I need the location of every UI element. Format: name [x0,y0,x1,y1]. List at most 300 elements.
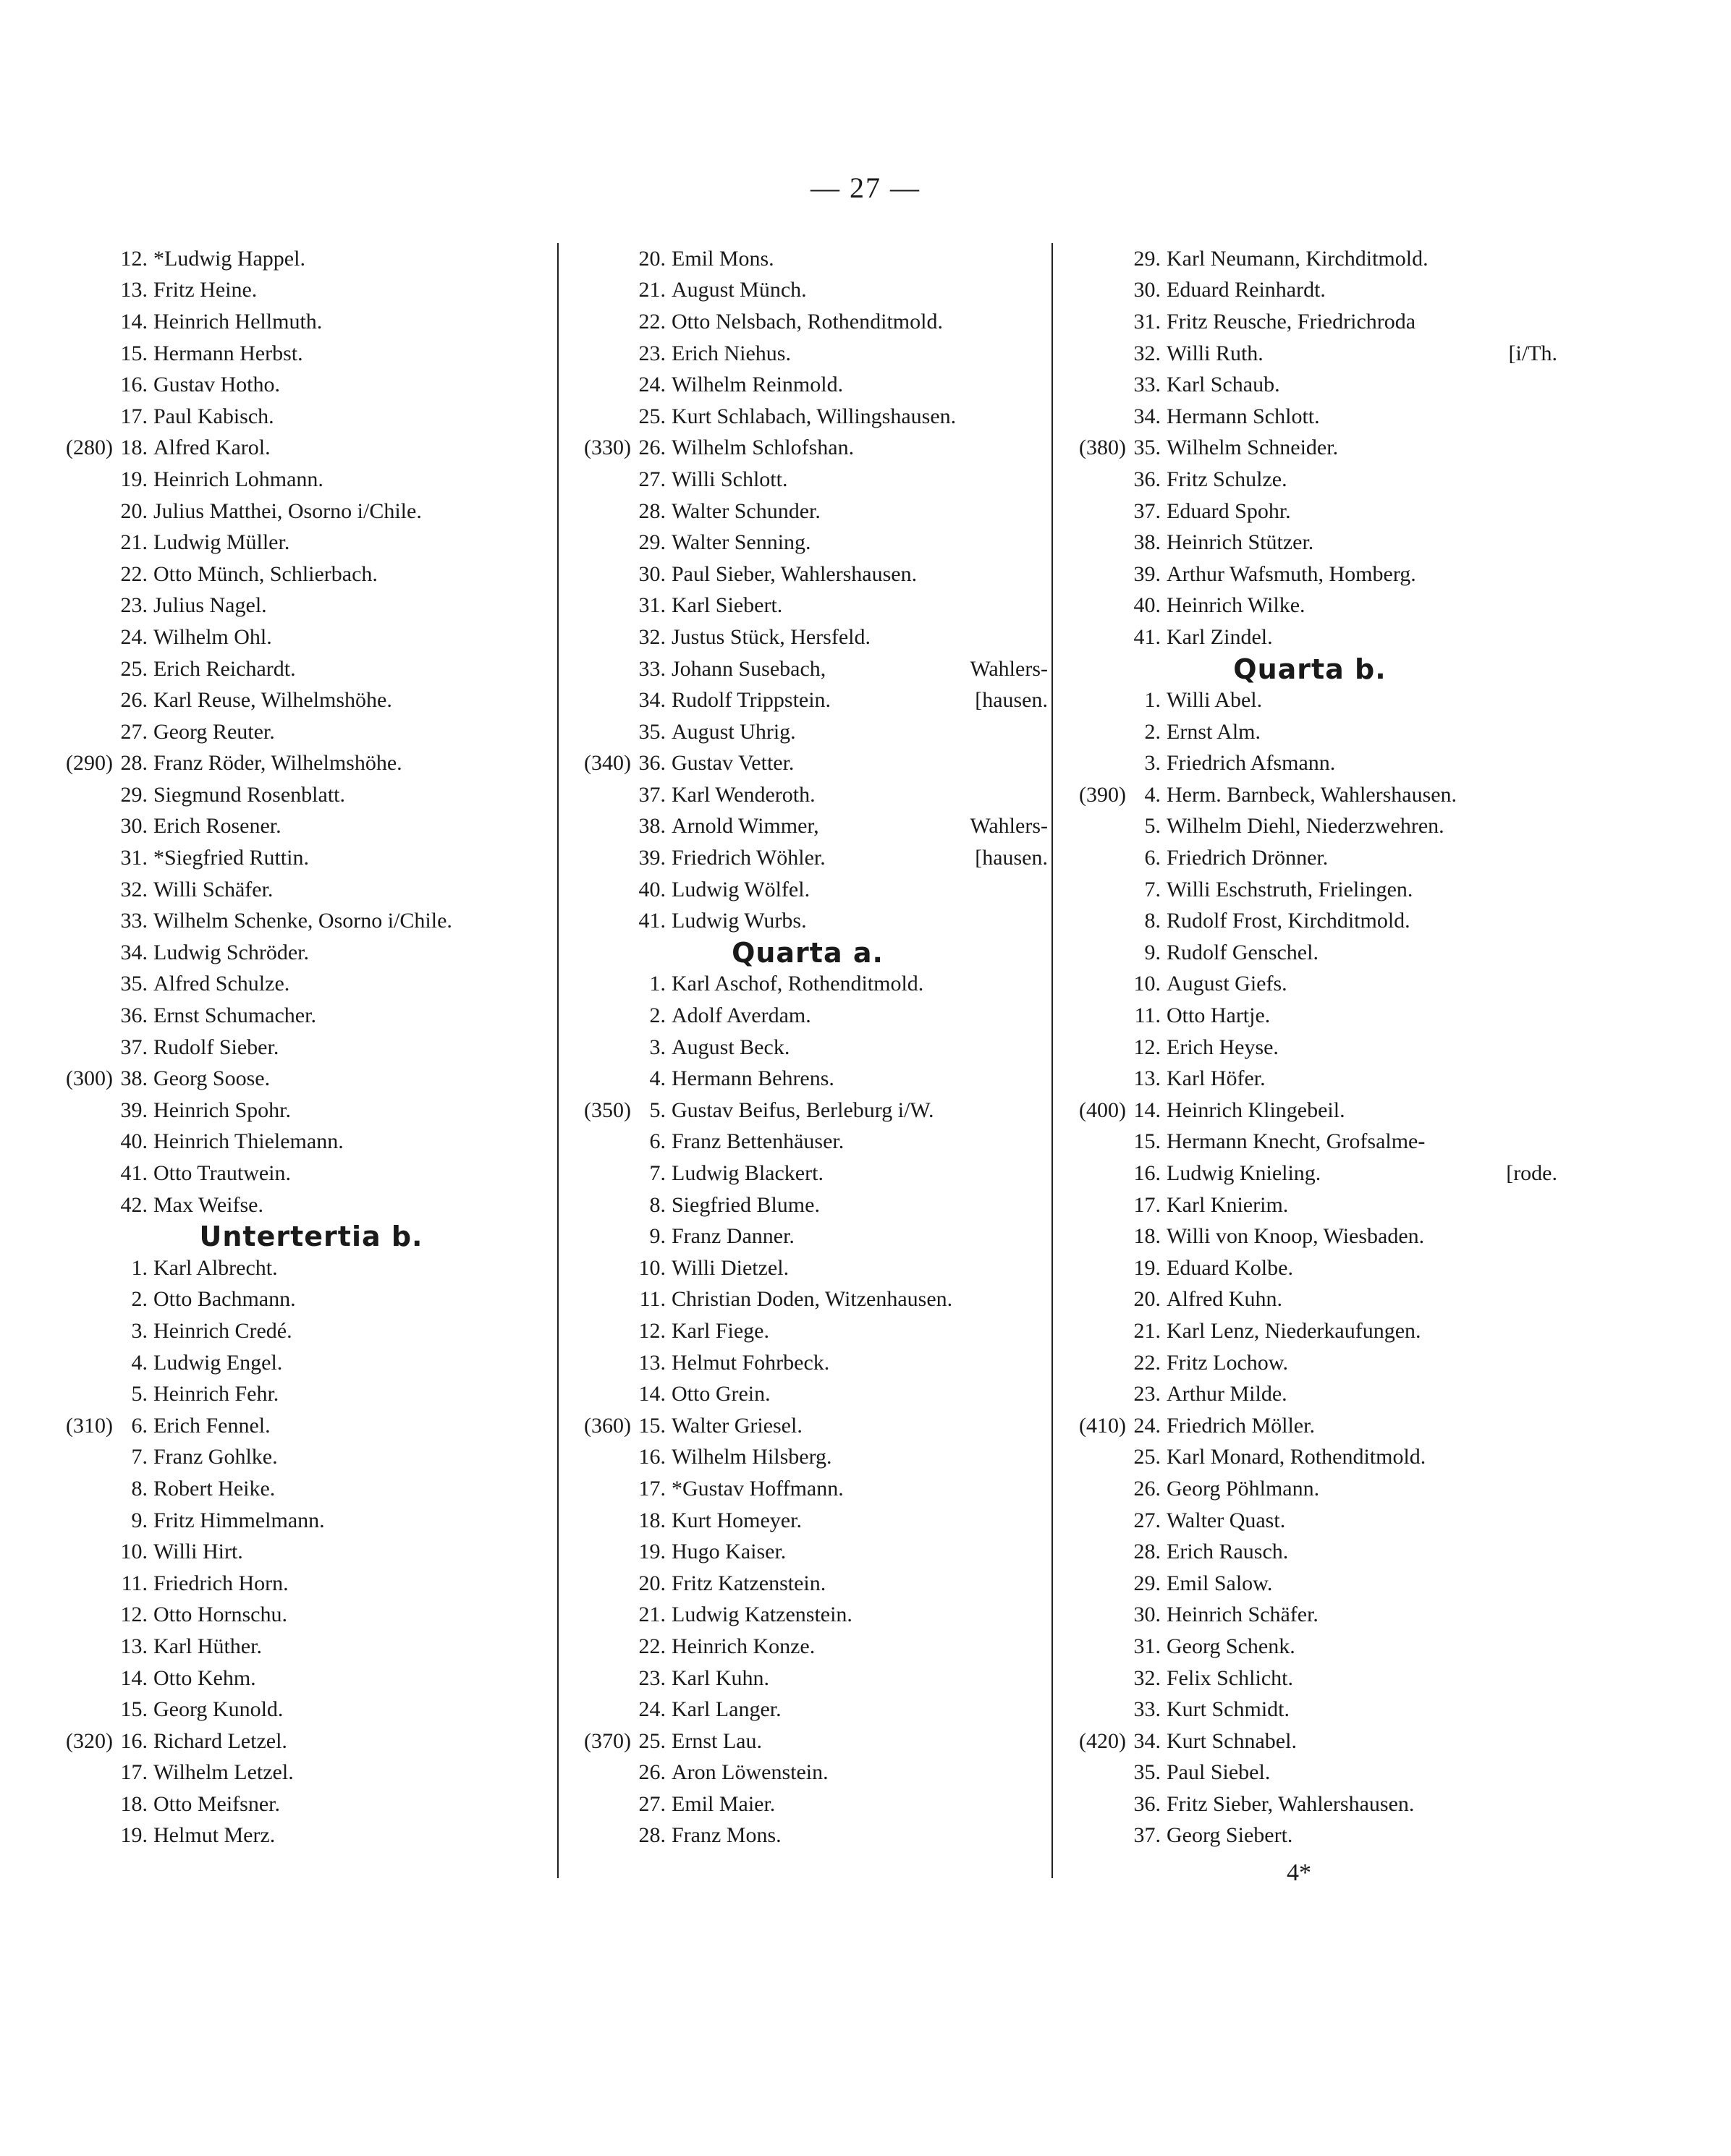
item-number: 18. [120,436,148,460]
student-name: Arthur Wafsmuth, Homberg. [1167,561,1416,586]
student-name: Heinrich Schäfer. [1167,1603,1319,1627]
item-number: 9. [131,1508,148,1532]
student-name: Emil Salow. [1167,1571,1273,1595]
student-name: Ernst Lau. [672,1728,762,1753]
item-number: 6. [649,1129,666,1154]
student-name: Karl Albrecht. [153,1255,278,1280]
item-number: 34. [120,940,148,964]
list-item [1057,559,1563,590]
student-name: Karl Kuhn. [672,1665,769,1690]
list-item [1057,1631,1563,1663]
list-item [43,842,550,874]
student-name: Wilhelm Schenke, Osorno i/Chile. [153,909,452,933]
item-number: 39. [638,846,666,870]
list-item [43,1820,550,1852]
item-number: 37. [638,782,666,807]
item-number: 29. [120,782,148,807]
list-item [43,401,550,433]
item-number: 17. [120,1760,148,1785]
list-item [43,905,550,937]
list-item [43,716,550,748]
student-name: Fritz Himmelmann. [153,1508,325,1532]
list-item [43,779,550,811]
list-item [562,275,1054,307]
item-number: 27. [1133,1508,1161,1532]
student-name: Alfred Kuhn. [1167,1287,1282,1312]
item-number: 30. [638,561,666,586]
item-number: 28. [638,498,666,523]
list-item [1057,1000,1563,1032]
item-number: 21. [1133,1318,1161,1343]
item-number: 11. [639,1287,666,1312]
running-count: (380) [1079,436,1126,460]
student-name: Fritz Reusche, Friedrichroda [1167,309,1416,334]
student-name: Franz Röder, Wilhelmshöhe. [153,751,402,776]
student-name: Helmut Merz. [153,1823,276,1848]
list-item [1057,621,1563,653]
student-name: Arthur Milde. [1167,1382,1287,1406]
section-heading: Quarta b. [1233,653,1387,685]
running-count: (420) [1079,1728,1126,1753]
item-number: 12. [1133,1035,1161,1059]
student-name: Otto Bachmann. [153,1287,296,1312]
item-number: 24. [638,1697,666,1722]
list-item [1057,275,1563,307]
student-name: Heinrich Lohmann. [153,467,323,491]
line-continuation: [hausen. [975,846,1048,870]
item-number: 9. [649,1224,666,1249]
item-number: 8. [131,1476,148,1501]
item-number: 1. [649,972,666,996]
student-name: Wilhelm Schneider. [1167,436,1339,460]
item-number: 1. [131,1255,148,1280]
item-number: 12. [120,1603,148,1627]
student-name: Wilhelm Reinmold. [672,373,844,397]
student-name: Hermann Schlott. [1167,404,1320,428]
item-number: 23. [120,593,148,618]
item-number: 36. [1133,1791,1161,1816]
student-name: Christian Doden, Witzenhausen. [672,1287,953,1312]
list-item [1057,716,1563,748]
page-number: — 27 — [811,171,920,204]
student-name: Eduard Kolbe. [1167,1255,1293,1280]
list-item [562,1442,1054,1474]
student-name: Arnold Wimmer, [672,814,819,839]
student-name: Felix Schlicht. [1167,1665,1293,1690]
list-item [562,1378,1054,1410]
student-name: Friedrich Wöhler. [672,846,826,870]
list-item [562,1063,1054,1095]
student-name: Otto Hartje. [1167,1003,1271,1028]
list-item [562,684,1054,716]
item-number: 14. [120,309,148,334]
student-name: Erich Niehus. [672,341,791,365]
student-name: Heinrich Wilke. [1167,593,1305,618]
list-item [43,653,550,685]
list-item [43,1410,550,1442]
list-item [562,1536,1054,1568]
item-number: 7. [131,1445,148,1469]
item-number: 11. [1134,1003,1161,1028]
item-number: 8. [1144,909,1161,933]
student-name: Rudolf Trippstein. [672,688,831,713]
item-number: 1. [1144,688,1161,713]
list-item [562,779,1054,811]
student-name: Wilhelm Hilsberg. [672,1445,832,1469]
student-name: August Beck. [672,1035,790,1059]
list-item [43,1473,550,1505]
list-item [1057,811,1563,843]
list-item [43,811,550,843]
list-item [1057,527,1563,559]
running-count: (280) [66,436,113,460]
list-item [43,1000,550,1032]
student-name: Siegfried Blume. [672,1192,820,1217]
student-name: Alfred Schulze. [153,972,290,996]
list-item [43,1189,550,1221]
student-name: Helmut Fohrbeck. [672,1350,830,1375]
list-item [1057,496,1563,527]
list-item [1057,1158,1563,1189]
list-item [1057,433,1563,464]
item-number: 12. [638,1318,666,1343]
student-name: Rudolf Sieber. [153,1035,279,1059]
item-number: 25. [120,656,148,681]
list-item [562,338,1054,370]
student-name: Fritz Lochow. [1167,1350,1289,1375]
running-count: (360) [584,1413,631,1438]
item-number: 29. [1133,1571,1161,1595]
student-name: Ludwig Blackert. [672,1161,824,1186]
list-item [1057,1284,1563,1316]
list-item [43,684,550,716]
item-number: 10. [1133,972,1161,996]
list-item [43,1095,550,1126]
item-number: 23. [1133,1382,1161,1406]
item-number: 30. [120,814,148,839]
item-number: 28. [1133,1540,1161,1564]
student-name: Friedrich Afsmann. [1167,751,1336,776]
student-name: Fritz Schulze. [1167,467,1287,491]
item-number: 24. [120,624,148,649]
student-name: Erich Rausch. [1167,1540,1289,1564]
student-name: Siegmund Rosenblatt. [153,782,345,807]
list-item [43,527,550,559]
item-number: 22. [1133,1350,1161,1375]
list-item [43,1032,550,1064]
list-item [43,1158,550,1189]
item-number: 10. [638,1255,666,1280]
student-name: Karl Siebert. [672,593,783,618]
student-name: Julius Matthei, Osorno i/Chile. [153,498,422,523]
student-name: Heinrich Credé. [153,1318,292,1343]
list-item [562,527,1054,559]
student-name: Willi Dietzel. [672,1255,790,1280]
list-item [1057,1757,1563,1789]
list-item [1057,1694,1563,1726]
list-item [562,401,1054,433]
student-name: Karl Langer. [672,1697,782,1722]
list-item [562,716,1054,748]
list-item [562,969,1054,1001]
item-number: 26. [638,1760,666,1785]
item-number: 31. [120,846,148,870]
student-name: Franz Bettenhäuser. [672,1129,845,1154]
item-number: 2. [1144,719,1161,744]
list-item [562,1032,1054,1064]
student-name: Paul Sieber, Wahlershausen. [672,561,918,586]
running-count: (410) [1079,1413,1126,1438]
list-item [562,1410,1054,1442]
list-item [43,243,550,275]
list-item [1057,306,1563,338]
list-item [1057,1536,1563,1568]
running-count: (400) [1079,1098,1126,1122]
column-divider [1051,243,1053,1878]
list-item [1057,1378,1563,1410]
list-item [1057,748,1563,780]
student-name: Georg Pöhlmann. [1167,1476,1320,1501]
student-name: Franz Mons. [672,1823,782,1848]
student-name: Heinrich Stützer. [1167,530,1314,555]
student-name: Ludwig Wurbs. [672,909,807,933]
item-number: 5. [649,1098,666,1122]
student-name: Georg Schenk. [1167,1634,1295,1658]
list-item [1057,1252,1563,1284]
list-item [1057,969,1563,1001]
item-number: 6. [1144,846,1161,870]
list-item [1057,1126,1563,1158]
student-name: Hermann Behrens. [672,1066,834,1091]
student-name: Rudolf Frost, Kirchditmold. [1167,909,1410,933]
list-item [43,275,550,307]
item-number: 32. [638,624,666,649]
student-name: Hugo Kaiser. [672,1540,787,1564]
list-item [43,1505,550,1537]
item-number: 15. [1133,1129,1161,1154]
item-number: 4. [131,1350,148,1375]
student-name: Fritz Heine. [153,278,258,302]
list-item [43,433,550,464]
item-number: 26. [1133,1476,1161,1501]
list-item [562,1663,1054,1694]
student-name: Friedrich Möller. [1167,1413,1315,1438]
item-number: 27. [638,1791,666,1816]
list-item [562,1221,1054,1252]
item-number: 34. [1133,1728,1161,1753]
list-item [43,1442,550,1474]
student-name: Justus Stück, Hersfeld. [672,624,871,649]
student-name: Georg Kunold. [153,1697,284,1722]
student-name: Karl Höfer. [1167,1066,1266,1091]
running-count: (290) [66,751,113,776]
list-item [1057,1315,1563,1347]
item-number: 4. [1144,782,1161,807]
item-number: 15. [120,1697,148,1722]
list-item [43,1600,550,1631]
student-name: Erich Rosener. [153,814,282,839]
list-item [1057,684,1563,716]
list-item [43,937,550,969]
item-number: 38. [1133,530,1161,555]
item-number: 41. [1133,624,1161,649]
student-name: Karl Monard, Rothenditmold. [1167,1445,1426,1469]
item-number: 20. [1133,1287,1161,1312]
student-name: Gustav Beifus, Berleburg i/W. [672,1098,934,1122]
list-item [1057,590,1563,622]
column-2 [562,243,1054,1851]
item-number: 23. [638,1665,666,1690]
student-name: *Gustav Hoffmann. [672,1476,844,1501]
student-name: Wilhelm Letzel. [153,1760,294,1785]
student-name: Ludwig Engel. [153,1350,283,1375]
item-number: 3. [131,1318,148,1343]
list-item [43,1315,550,1347]
student-name: Herm. Barnbeck, Wahlershausen. [1167,782,1457,807]
list-item [562,1158,1054,1189]
item-number: 2. [649,1003,666,1028]
student-name: Karl Aschof, Rothenditmold. [672,972,924,996]
item-number: 16. [120,1728,148,1753]
list-item [1057,338,1563,370]
list-item [562,1757,1054,1789]
item-number: 8. [649,1192,666,1217]
item-number: 37. [1133,498,1161,523]
student-name: Willi Ruth. [1167,341,1264,365]
item-number: 31. [1133,309,1161,334]
list-item [1057,1189,1563,1221]
student-name: Otto Nelsbach, Rothenditmold. [672,309,943,334]
student-name: Gustav Vetter. [672,751,795,776]
student-name: Walter Senning. [672,530,811,555]
item-number: 42. [120,1192,148,1217]
list-item [562,1189,1054,1221]
list-item [562,621,1054,653]
item-number: 39. [1133,561,1161,586]
item-number: 41. [120,1161,148,1186]
section-heading: Untertertia b. [199,1221,423,1253]
list-item [562,1126,1054,1158]
item-number: 40. [120,1129,148,1154]
student-name: Friedrich Drönner. [1167,846,1329,870]
running-count: (320) [66,1728,113,1753]
list-item [43,464,550,496]
student-name: Heinrich Hellmuth. [153,309,323,334]
list-item [43,1536,550,1568]
line-continuation: Wahlers- [970,814,1048,839]
student-name: August Giefs. [1167,972,1287,996]
item-number: 18. [120,1791,148,1816]
item-number: 37. [1133,1823,1161,1848]
student-name: Kurt Schlabach, Willingshausen. [672,404,957,428]
item-number: 24. [1133,1413,1161,1438]
list-item [43,1726,550,1757]
item-number: 24. [638,373,666,397]
running-count: (340) [584,751,631,776]
item-number: 26. [638,436,666,460]
list-item [43,1663,550,1694]
student-name: Eduard Reinhardt. [1167,278,1326,302]
item-number: 33. [120,909,148,933]
list-item [562,748,1054,780]
list-item [562,1000,1054,1032]
item-number: 15. [638,1413,666,1438]
signature-mark: 4* [1287,1859,1311,1886]
item-number: 28. [120,751,148,776]
item-number: 16. [638,1445,666,1469]
student-name: Karl Hüther. [153,1634,262,1658]
list-item [43,1347,550,1379]
student-name: Otto Münch, Schlierbach. [153,561,378,586]
list-item [1057,1221,1563,1252]
item-number: 28. [638,1823,666,1848]
item-number: 27. [638,467,666,491]
student-name: Ludwig Knieling. [1167,1161,1321,1186]
list-item [562,1347,1054,1379]
list-item [1057,1726,1563,1757]
list-item [562,1473,1054,1505]
list-item [43,874,550,906]
list-item [1057,905,1563,937]
student-name: Alfred Karol. [153,436,271,460]
student-name: Willi Eschstruth, Frielingen. [1167,877,1413,901]
student-name: Gustav Hotho. [153,373,280,397]
item-number: 19. [1133,1255,1161,1280]
item-number: 14. [638,1382,666,1406]
student-name: Otto Meifsner. [153,1791,280,1816]
item-number: 18. [1133,1224,1161,1249]
student-name: Heinrich Spohr. [153,1098,291,1122]
student-name: Erich Reichardt. [153,656,296,681]
item-number: 13. [638,1350,666,1375]
student-name: Georg Siebert. [1167,1823,1293,1848]
student-name: Heinrich Konze. [672,1634,816,1658]
line-continuation: [hausen. [975,688,1048,713]
student-name: Ernst Schumacher. [153,1003,316,1028]
list-item [562,496,1054,527]
item-number: 33. [1133,1697,1161,1722]
student-name: Karl Knierim. [1167,1192,1289,1217]
student-name: Willi Abel. [1167,688,1263,713]
student-name: Erich Fennel. [153,1413,271,1438]
list-item [43,1126,550,1158]
item-number: 35. [638,719,666,744]
student-name: Kurt Schnabel. [1167,1728,1297,1753]
item-number: 31. [638,593,666,618]
item-number: 31. [1133,1634,1161,1658]
item-number: 26. [120,688,148,713]
student-name: Willi Schäfer. [153,877,274,901]
list-item [562,1726,1054,1757]
list-item [562,1505,1054,1537]
item-number: 38. [120,1066,148,1091]
item-number: 10. [120,1540,148,1564]
student-name: Erich Heyse. [1167,1035,1279,1059]
item-number: 20. [638,1571,666,1595]
student-name: Kurt Homeyer. [672,1508,802,1532]
student-name: Willi Schlott. [672,467,788,491]
list-item [1057,842,1563,874]
item-number: 22. [120,561,148,586]
list-item [43,1694,550,1726]
list-item [43,590,550,622]
student-name: Robert Heike. [153,1476,276,1501]
student-name: Julius Nagel. [153,593,267,618]
item-number: 30. [1133,1603,1161,1627]
item-number: 5. [131,1382,148,1406]
student-name: Otto Trautwein. [153,1161,292,1186]
list-item [1057,1032,1563,1064]
